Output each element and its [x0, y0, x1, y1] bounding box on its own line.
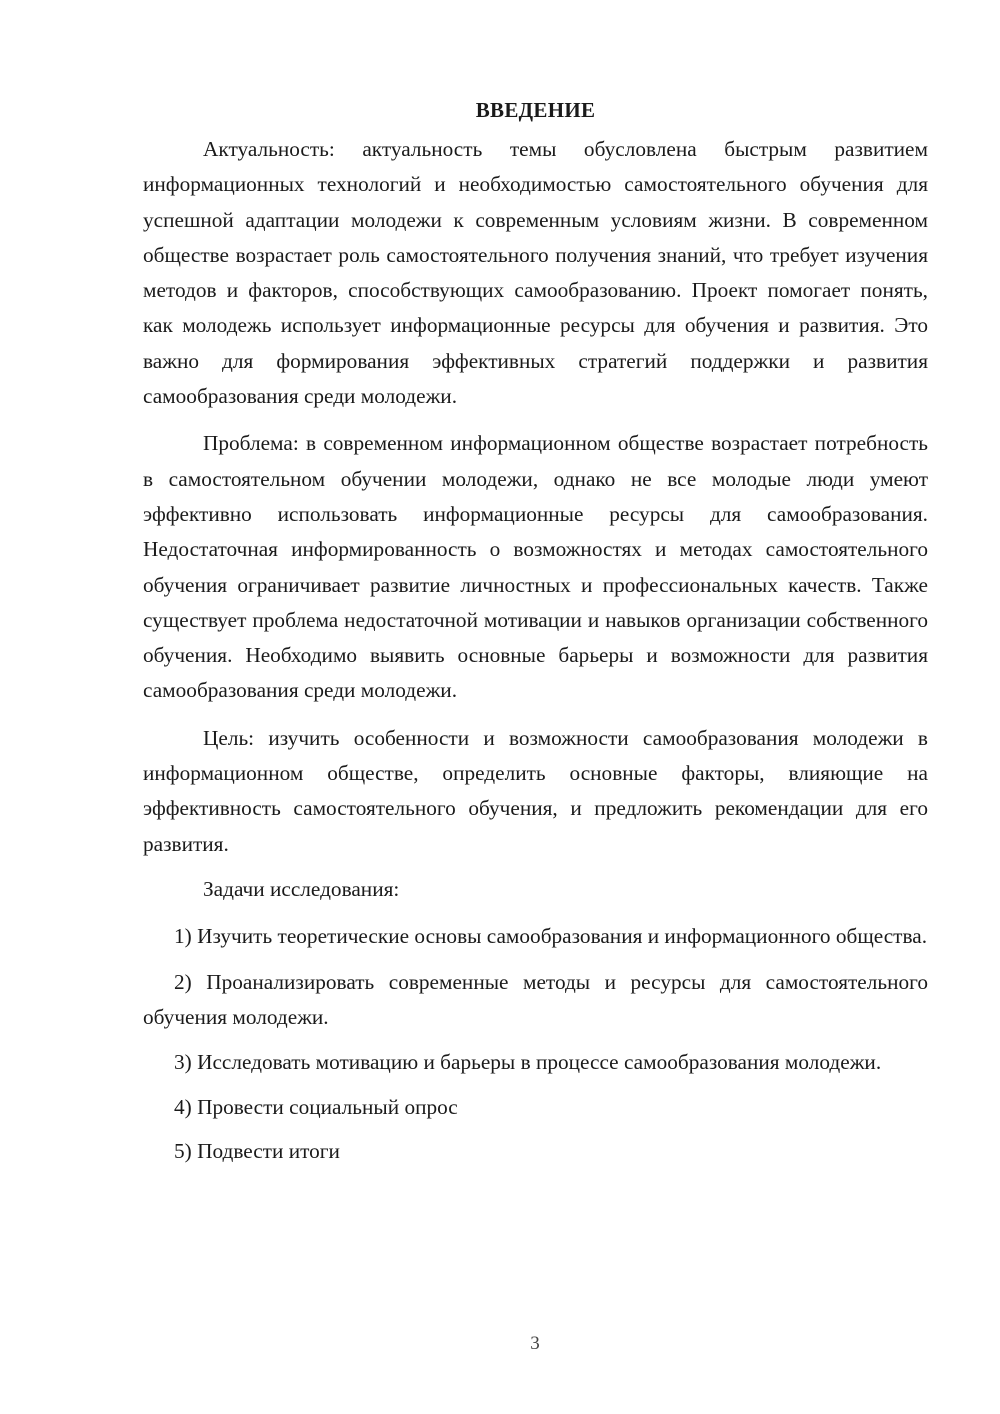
- document-page: [143, 88, 928, 1169]
- task-item: 1) Изучить теоретические основы самообразования и информационного общества.: [174, 924, 928, 949]
- page-title: ВВЕДЕНИЕ: [475, 98, 596, 122]
- task-item: 4) Провести социальный опрос: [174, 1095, 458, 1120]
- relevance-paragraph: Актуальность: актуальность темы обусловлена быстрым развитием информационных технологий и необходимостью самостоятельного обучения для успешной адаптации молодежи к современным условиям жизни. В современном обществе возрастает роль самостоятельного получения знаний, что требует изучения методов и факторов, способствующих самообразованию. Проект помогает понять, как молодежь использует информационные ресурсы для обучения и развития. Это важно для формирования эффективных стратегий поддержки и развития самообразования среди молодежи.: [143, 137, 928, 409]
- problem-paragraph: Проблема: в современном информационном обществе возрастает потребность в самостоятельном обучении молодежи, однако не все молодые люди умеют эффективно использовать информационные ресурсы для самообразования. Недостаточная информированность о возможностях и методах самостоятельного обучения ограничивает развитие личностных и профессиональных качеств. Также существует проблема недостаточной мотивации и навыков организации собственного обучения. Необходимо выявить основные барьеры и возможности для развития самообразования среди молодежи.: [143, 431, 928, 703]
- goal-paragraph: Цель: изучить особенности и возможности самообразования молодежи в информационном обществе, определить основные факторы, влияющие на эффективность самостоятельного обучения, и предложить рекомендации для его развития.: [143, 725, 928, 856]
- tasks-heading: Задачи исследования:: [203, 876, 400, 901]
- task-item: 5) Подвести итоги: [174, 1138, 340, 1163]
- task-item: 3) Исследовать мотивацию и барьеры в процессе самообразования молодежи.: [174, 1050, 882, 1075]
- page-number: 3: [530, 1333, 540, 1354]
- task-item: 2) Проанализировать современные методы и ресурсы для самостоятельного обучения молодежи.: [143, 969, 928, 1029]
